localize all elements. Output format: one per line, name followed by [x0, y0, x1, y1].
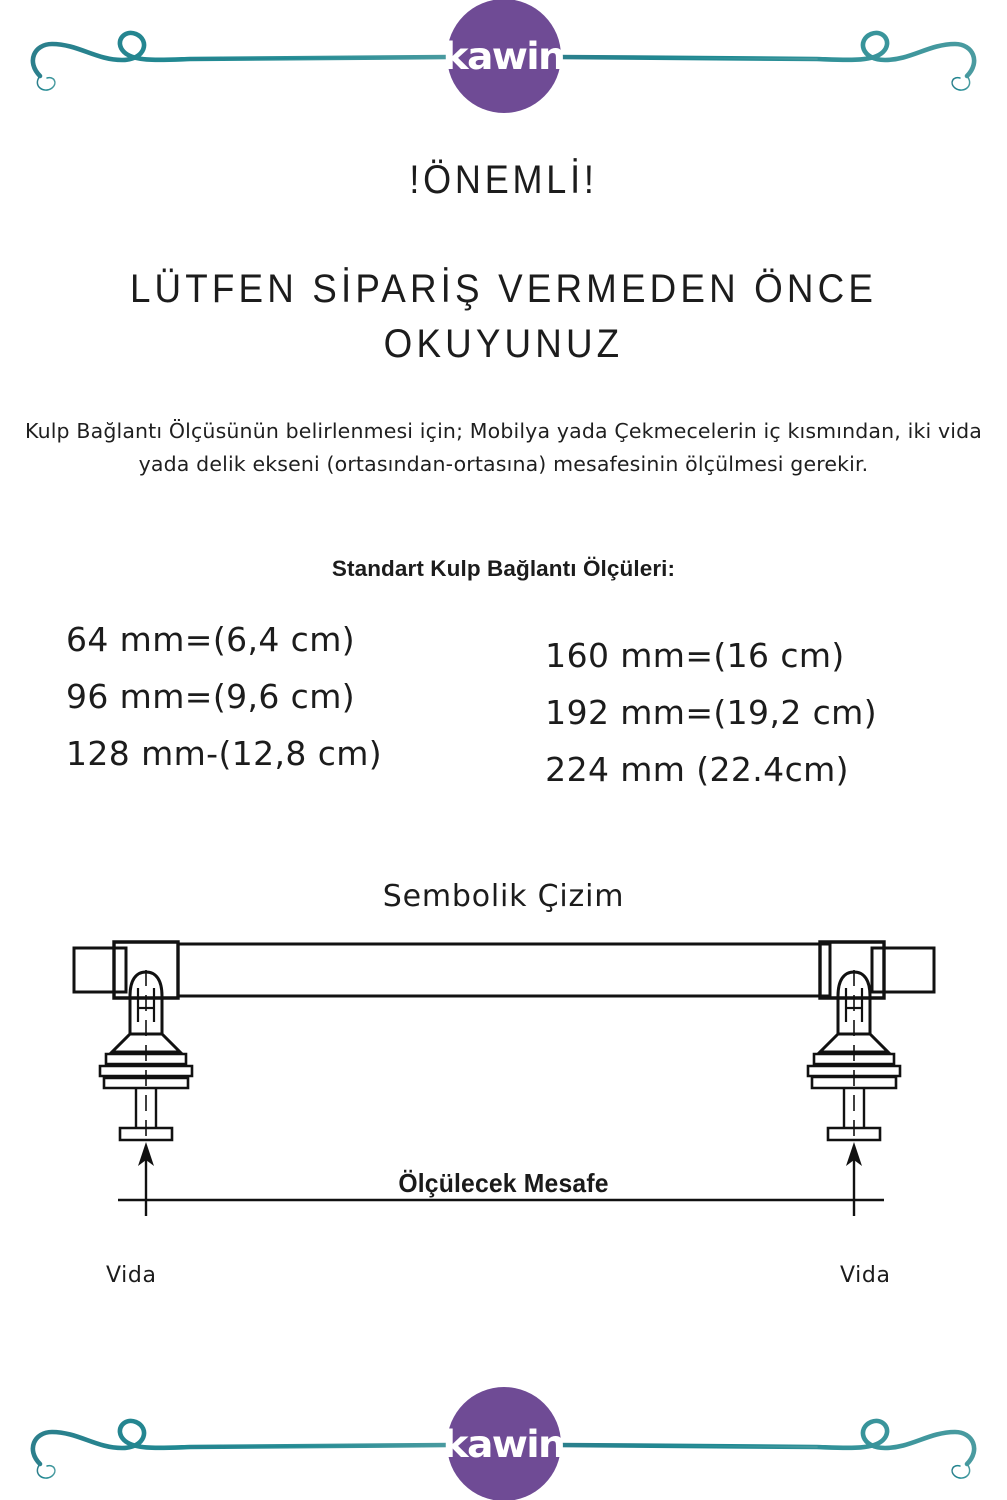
brand-logo-header [442, 0, 565, 113]
standard-sizes-heading: Standart Kulp Bağlantı Ölçüleri: [331, 556, 676, 581]
size-item: 192 mm=(19,2 cm) [545, 692, 877, 732]
dimension-caption: Ölçülecek Mesafe [398, 1168, 609, 1198]
screw-label-right: Vida [840, 1263, 891, 1288]
brand-logo-text: kawin [442, 1422, 565, 1466]
brand-logo-footer [442, 1387, 565, 1500]
page-title-important: !ÖNEMLİ! [409, 158, 598, 202]
header-divider [0, 0, 1007, 112]
brand-logo-text: kawin [442, 34, 565, 78]
size-item: 64 mm=(6,4 cm) [66, 620, 356, 659]
size-item: 96 mm=(9,6 cm) [66, 676, 356, 716]
footer-divider [0, 1388, 1007, 1500]
subtitle-line-1: LÜTFEN SİPARİŞ VERMEDEN ÖNCE [129, 267, 878, 311]
subtitle-line-2: OKUYUNUZ [383, 321, 624, 366]
sizes-column-right [545, 628, 877, 798]
page-subtitle-read-before-order [40, 262, 966, 372]
sizes-column-left [66, 612, 382, 798]
size-item: 128 mm-(12,8 cm) [66, 733, 383, 773]
standard-sizes-list [0, 612, 1007, 798]
size-item: 160 mm=(16 cm) [545, 636, 845, 675]
drawing-title: Sembolik Çizim [382, 879, 625, 914]
intro-paragraph: Kulp Bağlantı Ölçüsünün belirlenmesi için; Mobilya yada Çekmecelerin iç kısmından, iki vida yada delik ekseni (ortasından-ortasına) mesafesinin ölçülmesi gerekir. [25, 419, 982, 477]
size-item: 224 mm (22.4cm) [545, 749, 849, 789]
screw-label-left: Vida [106, 1263, 157, 1288]
